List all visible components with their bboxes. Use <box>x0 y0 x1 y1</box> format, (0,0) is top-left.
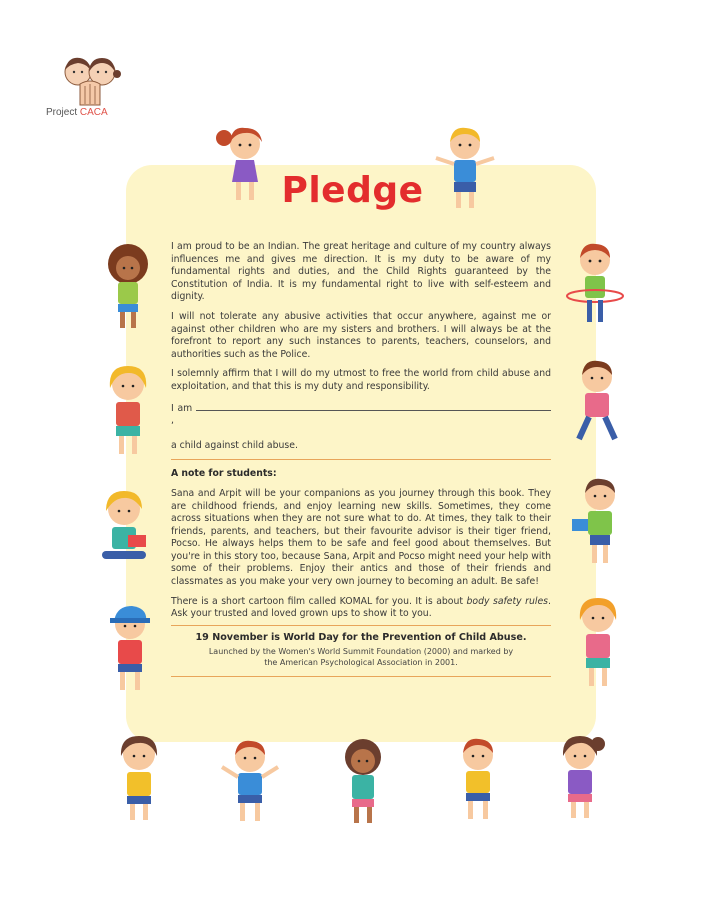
pledge-paragraph-2: I will not tolerate any abusive activities that occur anywhere, against me or against other children who are my sisters and brothers. I will always be at the forefront to report any such instances to parents, teachers, counselors, and authorities such as the Police. <box>171 310 551 360</box>
kid-illustration-left-2 <box>96 360 160 460</box>
section-divider <box>171 459 551 460</box>
kid-illustration-bottom-2 <box>218 735 282 830</box>
kid-illustration-right-3 <box>568 473 632 573</box>
kid-illustration-bottom-4 <box>448 733 508 828</box>
pledge-paragraph-3: I solemnly affirm that I will do my utmost to free the world from child abuse and exploitation, and that this is my duty and responsibility. <box>171 368 551 392</box>
footer-line-1: Launched by the Women's World Summit Foundation (2000) and marked by <box>208 647 514 657</box>
logo-name-prefix: Project <box>46 107 78 118</box>
logo-name-accent: CACA <box>79 107 108 118</box>
i-am-end: , <box>171 415 174 427</box>
note-paragraph-2 <box>171 596 551 621</box>
footer-title: 19 November is World Day for the Prevention of Child Abuse. <box>195 631 527 643</box>
i-am-line <box>171 401 551 428</box>
note-heading: A note for students: <box>171 468 277 480</box>
note-paragraph-2-part-2: . Ask your trusted and loved grown ups to show it to you. <box>171 595 551 620</box>
page-title: Pledge <box>281 170 424 211</box>
kid-illustration-left-1 <box>96 238 160 333</box>
pledge-content <box>171 241 551 685</box>
pledge-closing: a child against child abuse. <box>171 439 298 451</box>
kid-illustration-bottom-1 <box>108 730 170 825</box>
footer-line-2: the American Psychological Association in 2001. <box>264 657 458 667</box>
note-paragraph-2-part-1: There is a short cartoon film called KOMAL for you. It is about <box>171 595 467 607</box>
kid-illustration-bottom-5 <box>548 730 612 825</box>
kid-illustration-left-3 <box>92 485 162 575</box>
note-paragraph-1: Sana and Arpit will be your companions as you journey through this book. They are childhood friends, and enjoy learning new skills. Sometimes, they come across situations when they are not sure what to do. At times, they talk to their friends, parents, and teachers, but their favourite advisor is their tiger friend, Pocso. He always helps them to be safe and feel good about themselves. But you're in this story too, because Sana, Arpit and Pocso might need your help with some of their problems. Enjoy their antics and those of their friends and classmates as you make your very own journey to becoming an adult. Be safe! <box>171 487 551 588</box>
logo-caption <box>46 107 108 118</box>
kid-illustration-left-4 <box>100 600 160 695</box>
footer-divider-bottom <box>171 676 551 677</box>
kid-illustration-bottom-3 <box>328 735 398 830</box>
kid-illustration-right-4 <box>566 592 630 692</box>
pledge-paragraph-1: I am proud to be an Indian. The great heritage and culture of my country always influences me and gives me direction. It is my duty to be aware of my fundamental rights and duties, and the Child Rights guaranteed by the Constitution of India. It is my fundamental right to live with self-esteem and dignity. <box>171 241 551 303</box>
kid-illustration-right-1 <box>560 238 630 333</box>
kid-illustration-girl-top <box>210 120 280 210</box>
i-am-label: I am <box>171 402 193 414</box>
name-blank-line <box>196 401 551 411</box>
footer-divider-top <box>171 625 551 626</box>
kid-illustration-right-2 <box>565 355 629 455</box>
note-paragraph-2-italic: body safety rules <box>466 595 549 607</box>
kid-illustration-boy-top <box>430 122 500 217</box>
